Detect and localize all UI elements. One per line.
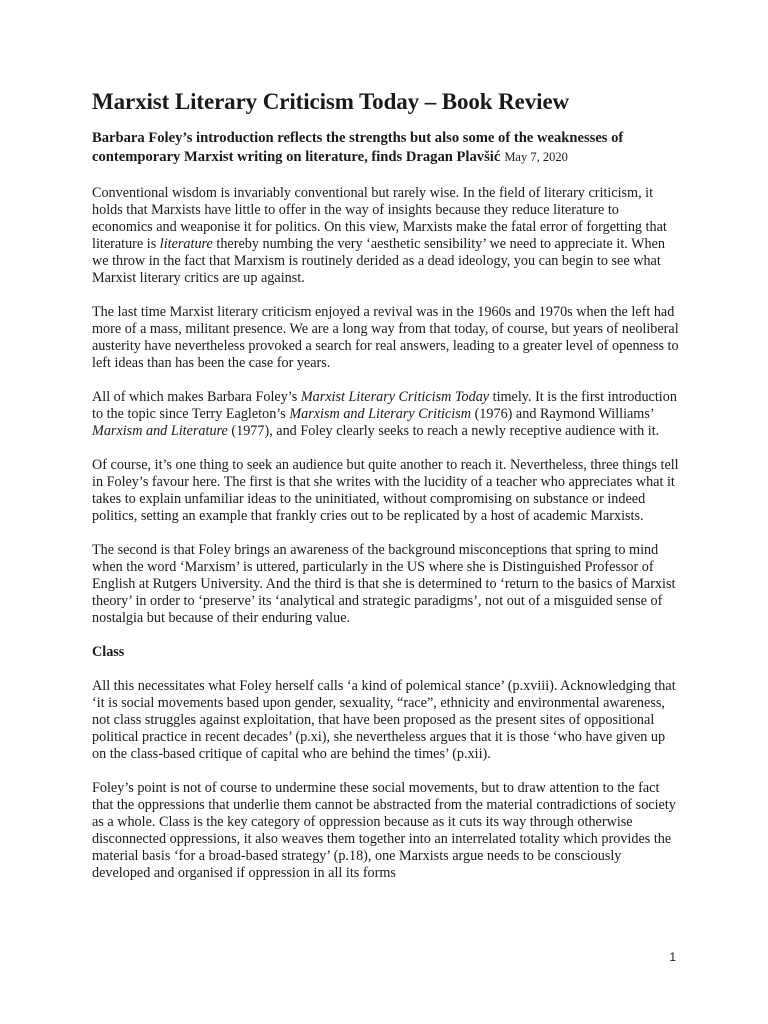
document-page bbox=[92, 88, 682, 899]
paragraph-4: Of course, it’s one thing to seek an audience but quite another to reach it. Nevertheless, three things tell in Foley’s favour here. The first is that she writes with the lucidity of a teacher who appreciates what it takes to explain unfamiliar ideas to the uninitiated, without compromising on substance or indeed politics, setting an example that frankly cries out to be replicated by a host of academic Marxists. bbox=[92, 457, 679, 524]
paragraph-5: The second is that Foley brings an awareness of the background misconceptions that spring to mind when the word ‘Marxism’ is uttered, particularly in the US where she is Distinguished Professor of English at Rutgers University. And the third is that she is determined to ‘return to the basics of Marxist theory’ in order to ‘preserve’ its ‘analytical and strategic paradigms’, not out of a misguided sense of nostalgia but because of their enduring value. bbox=[92, 542, 676, 626]
publish-date: May 7, 2020 bbox=[504, 149, 568, 164]
paragraph-1-text-a: Conventional wisdom is invariably conventional but rarely wise. In the field of literary criticism, it holds that Marxists have little to offer in the way of insights because they reduce literature to economics and weaponise it for politics. On this view, Marxists make the fatal error of forgetting that literature is bbox=[92, 185, 667, 252]
book-title-williams: Marxism and Literature bbox=[92, 423, 228, 439]
section-heading-class: Class bbox=[92, 644, 125, 660]
book-title-eagleton: Marxism and Literary Criticism bbox=[289, 406, 472, 422]
paragraph-7: Foley’s point is not of course to undermine these social movements, but to draw attention to the fact that the oppressions that underlie them cannot be abstracted from the material contradictions of society as a whole. Class is the key category of oppression because as it cuts its way through otherwise disconnected oppressions, it also weaves them together into an interrelated totality which provides the material basis ‘for a broad-based strategy’ (p.18), one Marxists argue needs to be consciously developed and organised if oppression in all its forms bbox=[92, 780, 676, 881]
paragraph-1 bbox=[92, 185, 682, 287]
paragraph-3-text-a: All of which makes Barbara Foley’s bbox=[92, 389, 301, 405]
paragraph-2: The last time Marxist literary criticism enjoyed a revival was in the 1960s and 1970s when the left had more of a mass, militant presence. We are a long way from that today, of course, but years of neoliberal austerity have nevertheless provoked a search for real answers, leading to a greater level of openness to left ideas than has been the case for years. bbox=[92, 304, 679, 371]
paragraph-3 bbox=[92, 389, 682, 440]
paragraph-3-text-d: (1977), and Foley clearly seeks to reach a newly receptive audience with it. bbox=[227, 423, 660, 439]
page-title: Marxist Literary Criticism Today – Book Review bbox=[92, 89, 570, 114]
paragraph-6: All this necessitates what Foley herself calls ‘a kind of polemical stance’ (p.xviii). Acknowledging that ‘it is social movements based upon gender, sexuality, “race”, ethnicity and environmental awareness, not class struggles against exploitation, that have been proposed as the present sites of oppositional political practice in recent decades’ (p.xi), she nevertheless argues that it is those ‘who have given up on the class-based critique of capital who are behind the times’ (p.xii). bbox=[92, 678, 676, 762]
paragraph-1-text-b: thereby numbing the very ‘aesthetic sensibility’ we need to appreciate it. When we throw in the fact that Marxism is routinely derided as a dead ideology, you can begin to see what Marxist literary critics are up against. bbox=[92, 236, 665, 286]
book-title-foley: Marxist Literary Criticism Today bbox=[300, 389, 490, 405]
paragraph-3-text-b: timely. It is the first introduction to the topic since Terry Eagleton’s bbox=[92, 389, 677, 422]
paragraph-1-emphasis: literature bbox=[159, 236, 213, 252]
standfirst bbox=[92, 129, 682, 166]
standfirst-lead: Barbara Foley’s introduction reflects the strengths but also some of the weaknesses of contemporary Marxist writing on literature, finds Dragan Plavšić bbox=[92, 130, 624, 165]
paragraph-3-text-c: (1976) and Raymond Williams’ bbox=[471, 406, 654, 422]
page-number: 1 bbox=[669, 950, 676, 964]
